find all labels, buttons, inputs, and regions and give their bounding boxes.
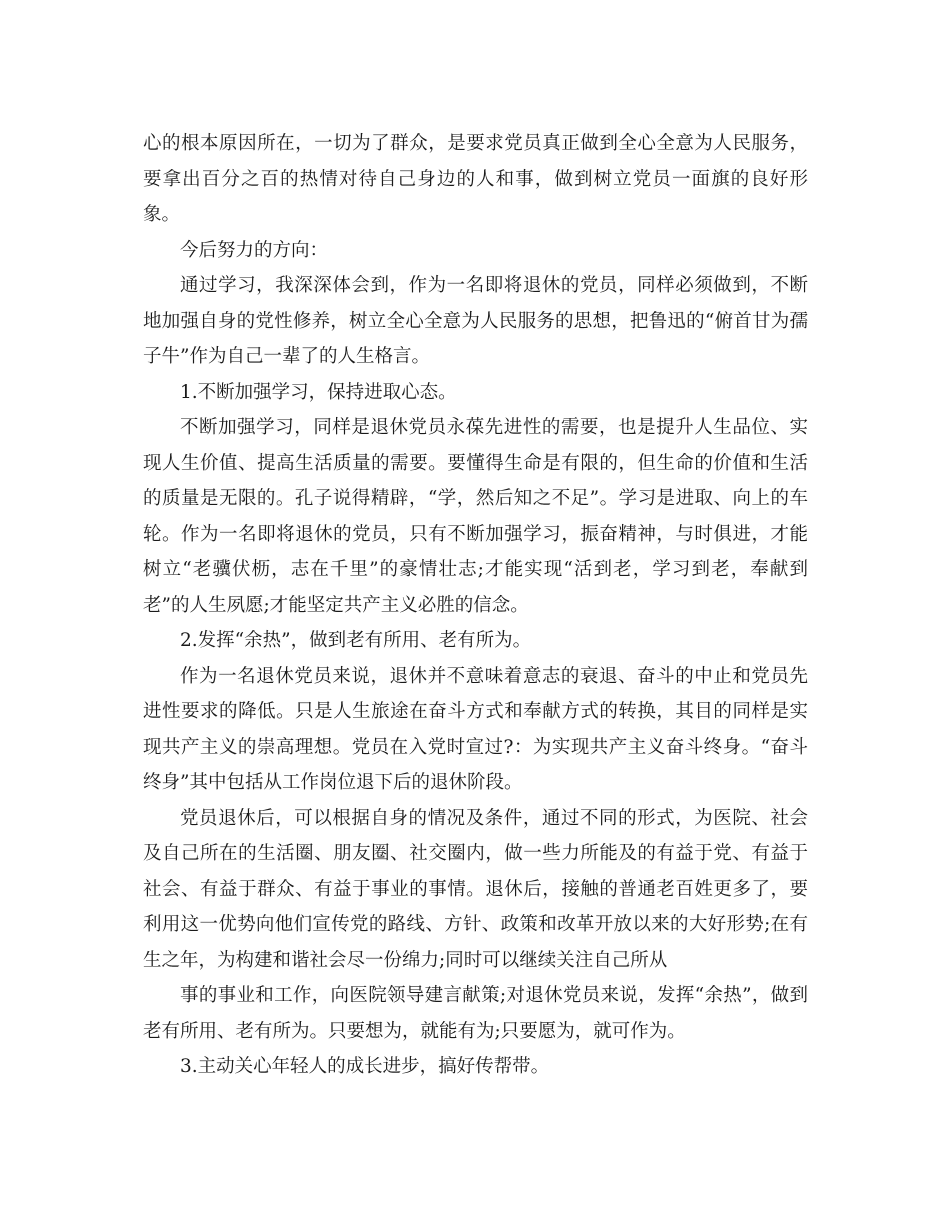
paragraph-7: 作为一名退休党员来说，退休并不意味着意志的衰退、奋斗的中止和党员先进性要求的降低。只是人生旅途在奋斗方式和奉献方式的转换，其目的同样是实现共产主义的崇高理想。党员在入党时宣过?：为实现共产主义奋斗终身。“奋斗终身”其中包括从工作岗位退下后的退休阶段。	[143, 665, 808, 793]
paragraph-10: 3.主动关心年轻人的成长进步，搞好传帮带。	[180, 1056, 550, 1077]
paragraph-8: 党员退休后，可以根据自身的情况及条件，通过不同的形式，为医院、社会及自己所在的生活圈、朋友圈、社交圈内，做一些力所能及的有益于党、有益于社会、有益于群众、有益于事业的事情。退休后，接触的普通老百姓更多了，要利用这一优势向他们宣传党的路线、方针、政策和改革开放以来的大好形势;在有生之年，为构建和谐社会尽一份绵力;同时可以继续关注自己所从	[143, 807, 808, 971]
paragraph-5: 不断加强学习，同样是退休党员永葆先进性的需要，也是提升人生品位、实现人生价值、提高生活质量的需要。要懂得生命是有限的，但生命的价值和生活的质量是无限的。孔子说得精辟，“学，然后知之不足”。学习是进取、向上的车轮。作为一名即将退休的党员，只有不断加强学习，振奋精神，与时俱进，才能树立“老骥伏枥，志在千里”的豪情壮志;才能实现“活到老，学习到老，奉献到老”的人生夙愿;才能坚定共产主义必胜的信念。	[143, 417, 808, 616]
paragraph-2: 今后努力的方向：	[180, 239, 329, 261]
paragraph-4: 1.不断加强学习，保持进取心态。	[180, 381, 457, 403]
document-body	[143, 126, 808, 1085]
paragraph-6: 2.发挥“余热”，做到老有所用、老有所为。	[180, 630, 532, 651]
paragraph-9: 事的事业和工作，向医院领导建言献策;对退休党员来说，发挥“余热”，做到老有所用、老有所为。只要想为，就能有为;只要愿为，就可作为。	[143, 985, 808, 1042]
paragraph-3: 通过学习，我深深体会到，作为一名即将退休的党员，同样必须做到，不断地加强自身的党性修养，树立全心全意为人民服务的思想，把鲁迅的“俯首甘为孺子牛”作为自己一辈了的人生格言。	[143, 275, 808, 367]
paragraph-1: 心的根本原因所在，一切为了群众，是要求党员真正做到全心全意为人民服务，要拿出百分之百的热情对待自己身边的人和事，做到树立党员一面旗的良好形象。	[143, 133, 808, 225]
